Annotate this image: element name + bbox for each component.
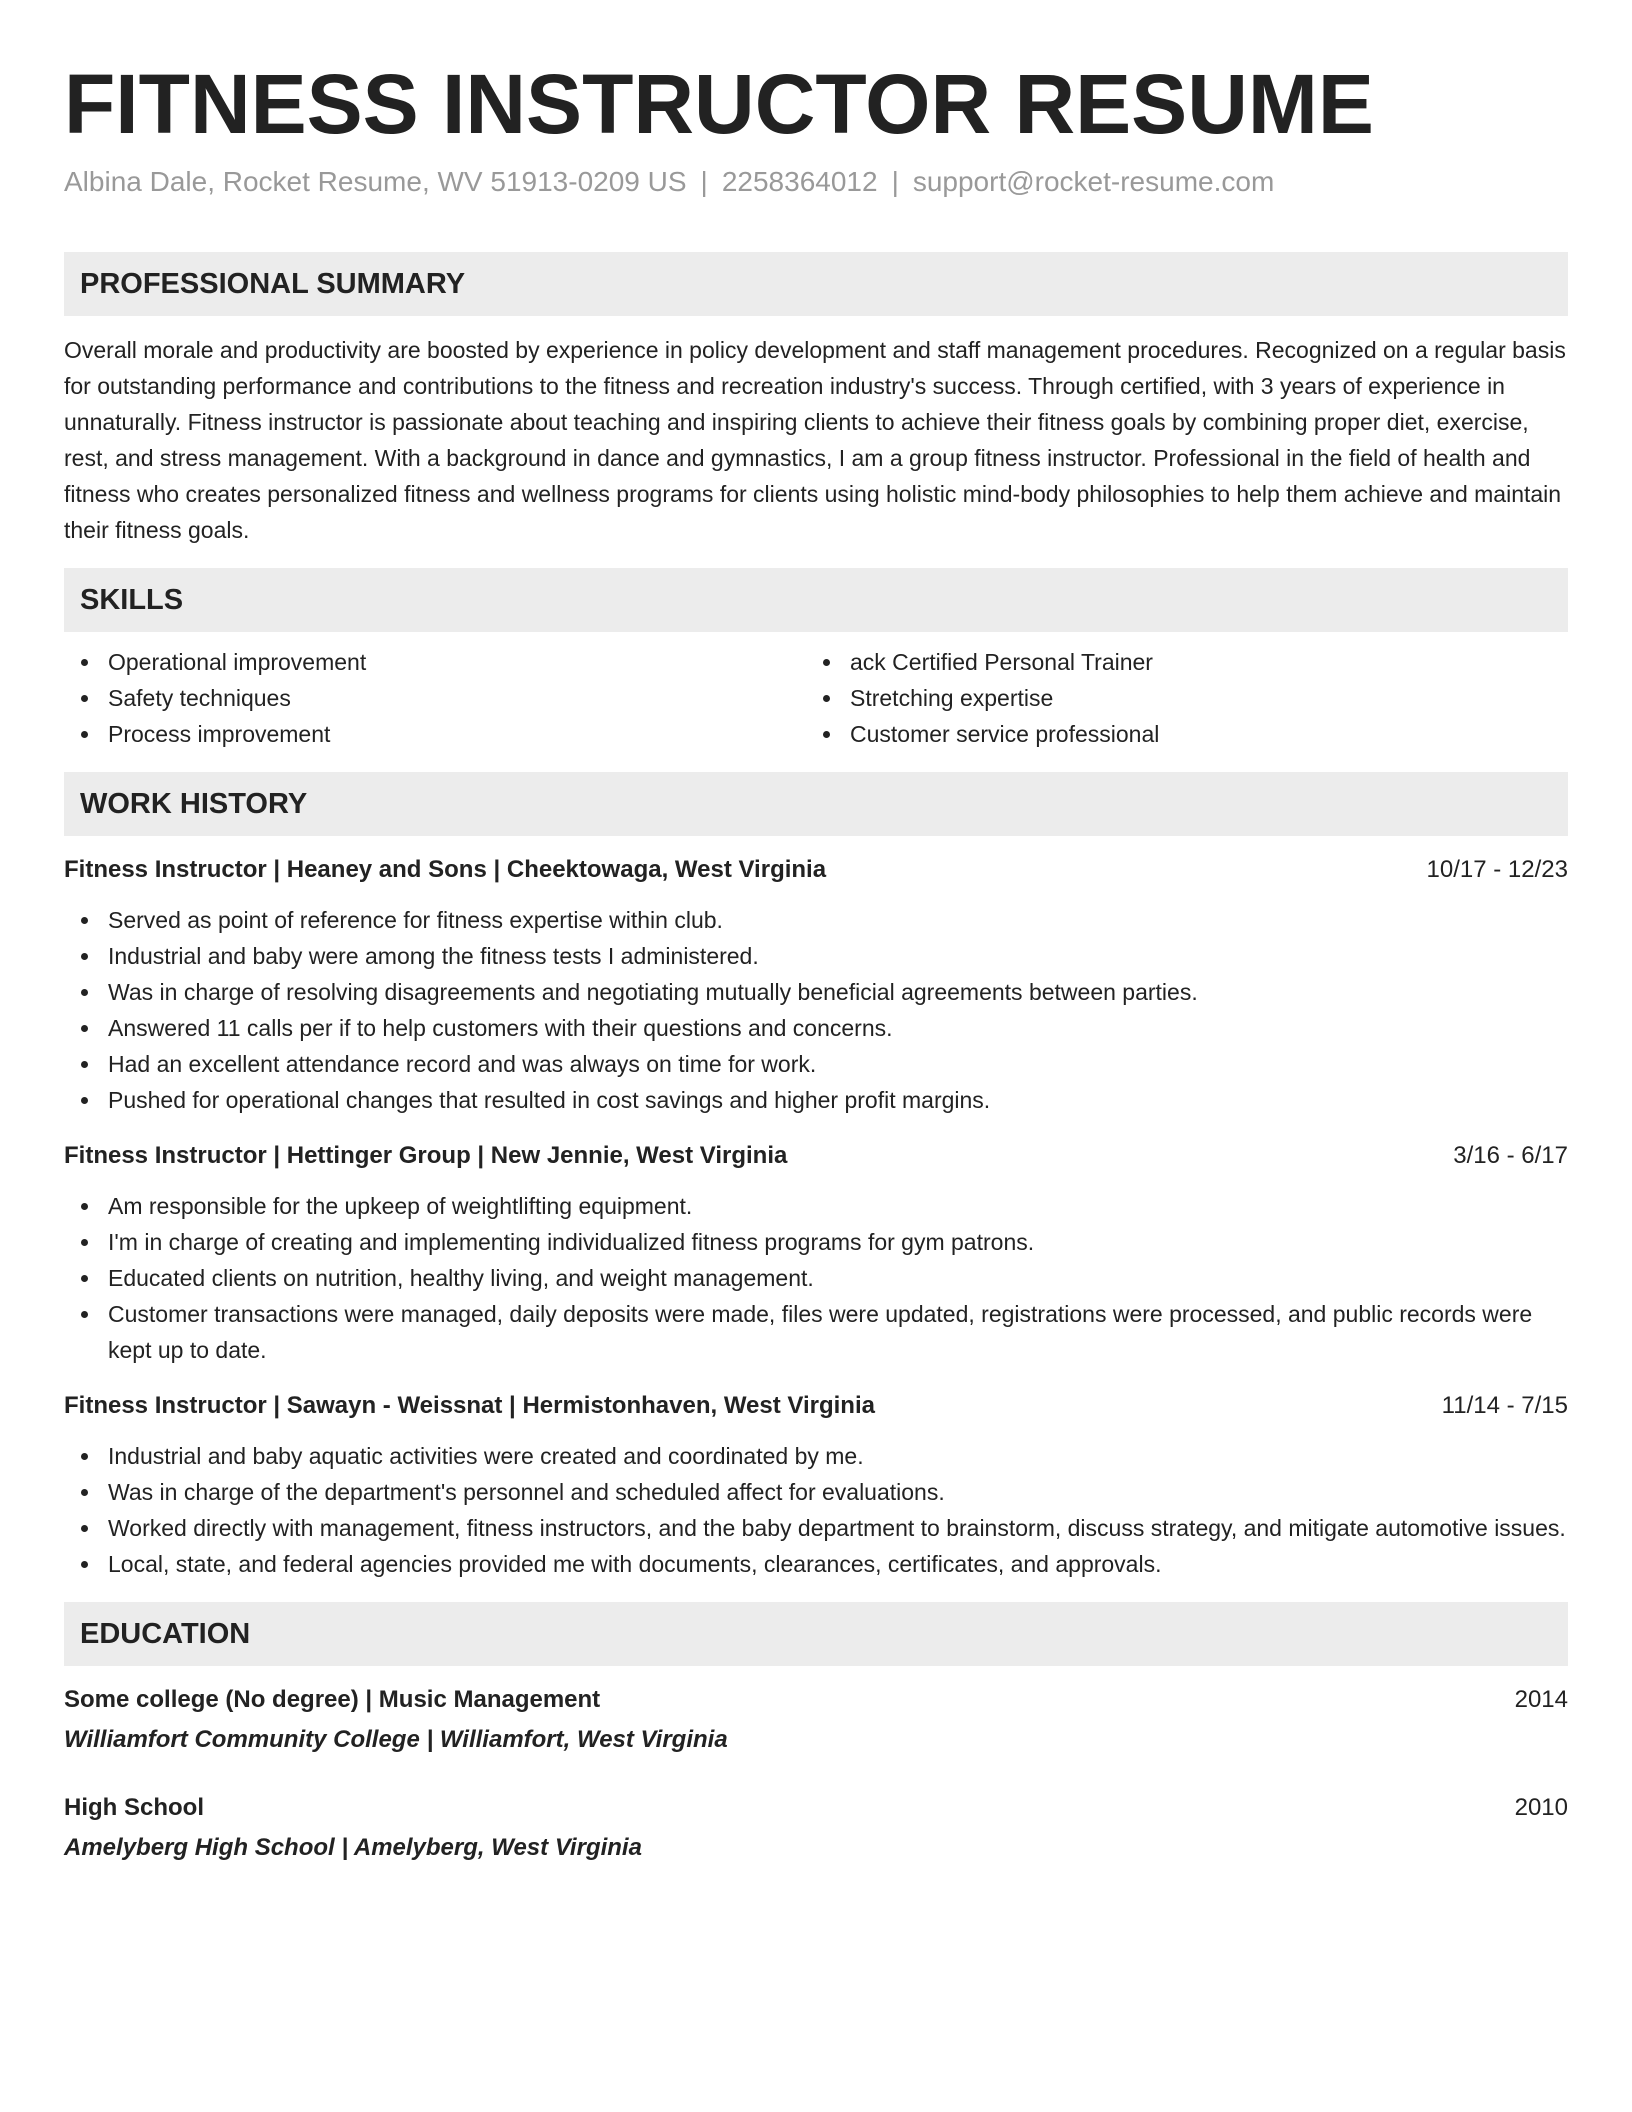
education-year: 2014	[1514, 1686, 1568, 1713]
job-dates: 3/16 - 6/17	[1453, 1142, 1568, 1169]
job-bullet: Pushed for operational changes that resulted in cost savings and higher profit margins.	[64, 1082, 1568, 1118]
job-entry	[64, 852, 1568, 1118]
contact-separator: |	[891, 166, 899, 197]
contact-email: support@rocket-resume.com	[912, 166, 1275, 197]
job-bullet: Worked directly with management, fitness instructors, and the baby department to brainstorm, discuss strategy, and mitigate automotive issues.	[64, 1510, 1568, 1546]
job-bullet: Local, state, and federal agencies provided me with documents, clearances, certificates, and approvals.	[64, 1546, 1568, 1582]
skill-item: Stretching expertise	[806, 680, 1548, 716]
skill-item: Safety techniques	[64, 680, 806, 716]
education-year: 2010	[1514, 1794, 1568, 1821]
job-bullets	[64, 1438, 1568, 1582]
job-bullet: Industrial and baby aquatic activities were created and coordinated by me.	[64, 1438, 1568, 1474]
job-header	[64, 1138, 1568, 1174]
job-title: Fitness Instructor | Hettinger Group | New Jennie, West Virginia	[64, 1142, 788, 1169]
education-school: Williamfort Community College | Williamfort, West Virginia	[64, 1726, 728, 1753]
job-bullet: Customer transactions were managed, daily deposits were made, files were updated, registrations were processed, and public records were kept up to date.	[64, 1296, 1568, 1368]
job-entry	[64, 1388, 1568, 1582]
education-degree: Some college (No degree) | Music Management	[64, 1686, 601, 1713]
job-title: Fitness Instructor | Heaney and Sons | Cheektowaga, West Virginia	[64, 856, 827, 883]
job-bullet: Was in charge of resolving disagreements and negotiating mutually beneficial agreements between parties.	[64, 974, 1568, 1010]
job-dates: 11/14 - 7/15	[1441, 1392, 1568, 1419]
skills-column-right	[806, 644, 1548, 752]
job-bullet: Answered 11 calls per if to help customers with their questions and concerns.	[64, 1010, 1568, 1046]
education-header	[64, 1682, 1568, 1718]
section-header-summary: PROFESSIONAL SUMMARY	[64, 252, 1568, 316]
education-degree: High School	[64, 1794, 204, 1821]
skill-item: Customer service professional	[806, 716, 1548, 752]
job-header	[64, 852, 1568, 888]
job-entry	[64, 1138, 1568, 1368]
contact-line	[64, 164, 1568, 200]
job-bullet: Had an excellent attendance record and was always on time for work.	[64, 1046, 1568, 1082]
skill-item: ack Certified Personal Trainer	[806, 644, 1548, 680]
education-entry	[64, 1790, 1568, 1866]
job-bullets	[64, 1188, 1568, 1368]
education-school: Amelyberg High School | Amelyberg, West Virginia	[64, 1834, 642, 1861]
section-header-education: EDUCATION	[64, 1602, 1568, 1666]
skills-list	[64, 644, 1568, 752]
job-header	[64, 1388, 1568, 1424]
education-entry	[64, 1682, 1568, 1758]
contact-address: Albina Dale, Rocket Resume, WV 51913-0209 US	[64, 166, 687, 197]
skills-column-left	[64, 644, 806, 752]
job-bullet: Served as point of reference for fitness expertise within club.	[64, 902, 1568, 938]
job-bullets	[64, 902, 1568, 1118]
section-header-skills: SKILLS	[64, 568, 1568, 632]
job-bullet: Am responsible for the upkeep of weightlifting equipment.	[64, 1188, 1568, 1224]
job-bullet: I'm in charge of creating and implementing individualized fitness programs for gym patrons.	[64, 1224, 1568, 1260]
contact-phone: 2258364012	[721, 166, 878, 197]
job-bullet: Was in charge of the department's personnel and scheduled affect for evaluations.	[64, 1474, 1568, 1510]
resume-title: FITNESS INSTRUCTOR RESUME	[64, 57, 1374, 151]
skill-item: Process improvement	[64, 716, 806, 752]
contact-separator: |	[700, 166, 708, 197]
job-title: Fitness Instructor | Sawayn - Weissnat | Hermistonhaven, West Virginia	[64, 1392, 875, 1419]
resume-page	[64, 56, 1568, 1866]
job-dates: 10/17 - 12/23	[1426, 856, 1568, 883]
job-bullet: Educated clients on nutrition, healthy living, and weight management.	[64, 1260, 1568, 1296]
education-header	[64, 1790, 1568, 1826]
summary-text: Overall morale and productivity are boosted by experience in policy development and staff management procedures. Recognized on a regular basis for outstanding performance and contributions to the fitness and recreation industry's success. Through certified, with 3 years of experience in unnaturally. Fitness instructor is passionate about teaching and inspiring clients to achieve their fitness goals by combining proper diet, exercise, rest, and stress management. With a background in dance and gymnastics, I am a group fitness instructor. Professional in the field of health and fitness who creates personalized fitness and wellness programs for clients using holistic mind-body philosophies to help them achieve and maintain their fitness goals.	[64, 337, 1566, 543]
skill-item: Operational improvement	[64, 644, 806, 680]
job-bullet: Industrial and baby were among the fitness tests I administered.	[64, 938, 1568, 974]
section-header-work-history: WORK HISTORY	[64, 772, 1568, 836]
